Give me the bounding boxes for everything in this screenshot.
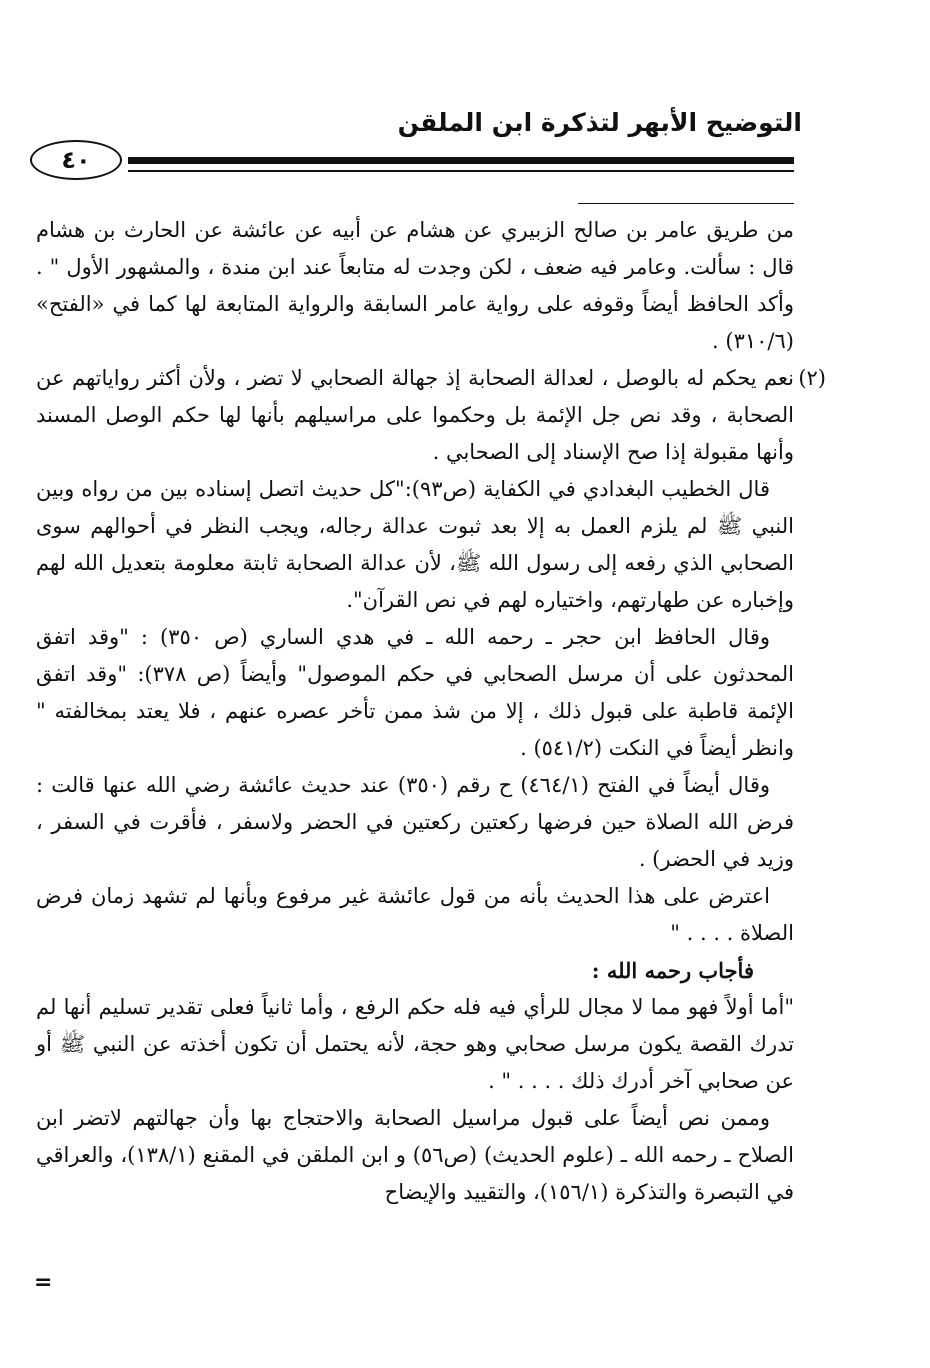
page-number-badge: ٤٠ [30, 140, 122, 180]
paragraph-continuation: من طريق عامر بن صالح الزبيري عن هشام عن أبيه عن عائشة عن الحارث بن هشام قال : سألت. وعامر فيه ضعف ، لكن وجدت له متابعاً عند ابن مندة ، والمشهور الأول " . وأكد الحافظ أيضاً وقوفه على رواية عامر السابقة والرواية المتابعة لها كما في «الفتح» (٣١٠/٦) . [36, 218, 794, 353]
objection-text: اعترض على هذا الحديث بأنه من قول عائشة غير مرفوع وبأنها لم تشهد زمان فرض الصلاة . . . . " [36, 884, 794, 945]
answer-text: "أما أولاً فهو مما لا مجال للرأي فيه فله حكم الرفع ، وأما ثانياً فعلى تقدير تسليم أنها لم تدرك القصة يكون مرسل صحابي وهو حجة، لأنه يحتمل أن تكون أخذته عن النبي ﷺ أو عن صحابي آخر أدرك ذلك . . . . " . [36, 995, 795, 1093]
quote-fath: وقال أيضاً في الفتح (٤٦٤/١) ح رقم (٣٥٠) عند حديث عائشة رضي الله عنها قالت : فرض الله الصلاة حين فرضها ركعتين ركعتين في الحضر ولاسفر ، فأقرت في السفر ، وزيد في الحضر) . [36, 773, 794, 871]
footnote-separator [578, 203, 794, 204]
continuation-mark: = [34, 1270, 53, 1295]
footnote-body [36, 212, 826, 1211]
footnote-2-text: نعم يحكم له بالوصل ، لعدالة الصحابة إذ جهالة الصحابي لا تضر ، ولأن أكثر رواياتهم عن الصحابة ، وقد نص جل الإئمة بل وحكموا على مراسيلهم بأنها لها حكم الوصل المسند وأنها مقبولة إذا صح الإسناد إلى الصحابي . [36, 366, 794, 464]
footnote-marker: (٢) [798, 366, 826, 390]
header-rule-thick [128, 157, 794, 164]
quote-ibn-hajar: وقال الحافظ ابن حجر ـ رحمه الله ـ في هدي الساري (ص ٣٥٠) : "وقد اتفق المحدثون على أن مرسل الصحابي في حكم الموصول" وأيضاً (ص ٣٧٨): "وقد اتفق الإئمة قاطبة على قبول ذلك ، إلا من شذ ممن تأخر عصره عنهم ، فلا يعتد بمخالفته " وانظر أيضاً في النكت (٥٤١/٢) . [36, 625, 794, 760]
running-header-title: التوضيح الأبهر لتذكرة ابن الملقن [397, 108, 802, 137]
header-rule-thin [128, 170, 794, 172]
answer-heading: فأجاب رحمه الله : [591, 958, 754, 983]
footnote-2 [36, 360, 826, 471]
other-scholars-text: وممن نص أيضاً على قبول مراسيل الصحابة والاحتجاج بها وأن جهالتهم لاتضر ابن الصلاح ـ رحمه الله ـ (علوم الحديث) (ص٥٦) و ابن الملقن في المقنع (١٣٨/١)، والعراقي في التبصرة والتذكرة (١٥٦/١)، والتقييد والإيضاح [36, 1106, 794, 1204]
quote-khatib: قال الخطيب البغدادي في الكفاية (ص٩٣):"كل حديث اتصل إسناده بين من رواه وبين النبي ﷺ لم يلزم العمل به إلا بعد ثبوت عدالة رجاله، ويجب النظر في أحوالهم سوى الصحابي الذي رفعه إلى رسول الله ﷺ، لأن عدالة الصحابة ثابتة معلومة بتعديل الله لهم وإخباره عن طهارتهم، واختياره لهم في نص القرآن". [36, 477, 794, 612]
